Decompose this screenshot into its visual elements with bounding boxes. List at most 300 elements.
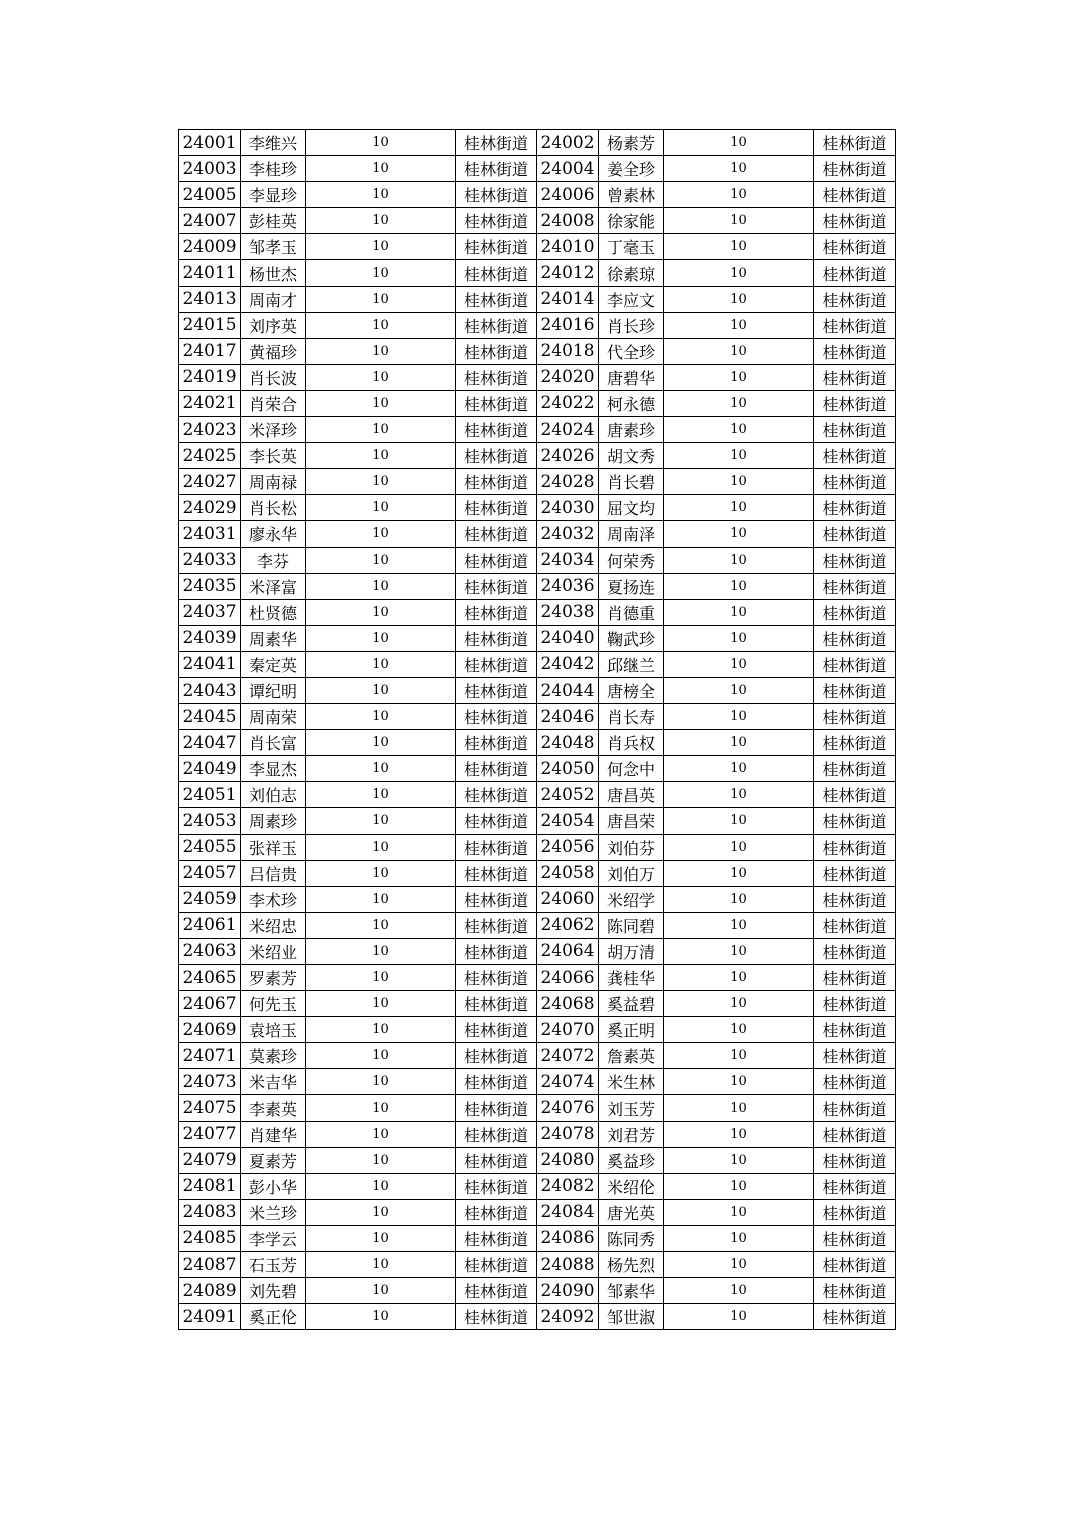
- amount-cell: 10: [664, 364, 814, 390]
- amount-cell: 10: [306, 938, 456, 964]
- amount-cell: 10: [306, 443, 456, 469]
- record-id-cell: 24083: [179, 1199, 241, 1225]
- person-name-cell: 奚正明: [599, 1017, 664, 1043]
- street-name-cell: 桂林街道: [814, 1043, 896, 1069]
- street-name-cell: 桂林街道: [814, 390, 896, 416]
- amount-cell: 10: [664, 573, 814, 599]
- street-name-cell: 桂林街道: [814, 443, 896, 469]
- amount-cell: 10: [664, 1043, 814, 1069]
- street-name-cell: 桂林街道: [814, 991, 896, 1017]
- street-name-cell: 桂林街道: [456, 443, 537, 469]
- table-row: [179, 208, 896, 234]
- record-id-cell: 24080: [537, 1147, 599, 1173]
- person-name-cell: 屈文均: [599, 495, 664, 521]
- table-row: [179, 547, 896, 573]
- amount-cell: 10: [664, 1095, 814, 1121]
- amount-cell: 10: [664, 495, 814, 521]
- person-name-cell: 刘先碧: [241, 1278, 306, 1304]
- amount-cell: 10: [306, 599, 456, 625]
- street-name-cell: 桂林街道: [814, 312, 896, 338]
- person-name-cell: 徐家能: [599, 208, 664, 234]
- street-name-cell: 桂林街道: [814, 417, 896, 443]
- person-name-cell: 李长英: [241, 443, 306, 469]
- record-id-cell: 24075: [179, 1095, 241, 1121]
- record-id-cell: 24041: [179, 651, 241, 677]
- record-id-cell: 24065: [179, 965, 241, 991]
- person-name-cell: 米泽富: [241, 573, 306, 599]
- person-name-cell: 彭桂英: [241, 208, 306, 234]
- table-row: [179, 130, 896, 156]
- amount-cell: 10: [306, 1199, 456, 1225]
- person-name-cell: 陈同秀: [599, 1225, 664, 1251]
- table-row: [179, 1278, 896, 1304]
- record-id-cell: 24023: [179, 417, 241, 443]
- record-id-cell: 24034: [537, 547, 599, 573]
- person-name-cell: 肖长珍: [599, 312, 664, 338]
- street-name-cell: 桂林街道: [814, 338, 896, 364]
- record-id-cell: 24087: [179, 1252, 241, 1278]
- person-name-cell: 李术珍: [241, 886, 306, 912]
- person-name-cell: 姜全珍: [599, 156, 664, 182]
- street-name-cell: 桂林街道: [814, 730, 896, 756]
- amount-cell: 10: [664, 912, 814, 938]
- street-name-cell: 桂林街道: [456, 547, 537, 573]
- person-name-cell: 邹世淑: [599, 1304, 664, 1330]
- person-name-cell: 肖德重: [599, 599, 664, 625]
- record-id-cell: 24074: [537, 1069, 599, 1095]
- person-name-cell: 杨素芳: [599, 130, 664, 156]
- person-name-cell: 曾素林: [599, 182, 664, 208]
- person-name-cell: 夏素芳: [241, 1147, 306, 1173]
- record-id-cell: 24062: [537, 912, 599, 938]
- person-name-cell: 邹素华: [599, 1278, 664, 1304]
- street-name-cell: 桂林街道: [456, 808, 537, 834]
- record-id-cell: 24053: [179, 808, 241, 834]
- amount-cell: 10: [306, 782, 456, 808]
- amount-cell: 10: [664, 182, 814, 208]
- amount-cell: 10: [664, 599, 814, 625]
- record-id-cell: 24014: [537, 286, 599, 312]
- person-name-cell: 袁培玉: [241, 1017, 306, 1043]
- amount-cell: 10: [306, 1147, 456, 1173]
- street-name-cell: 桂林街道: [456, 364, 537, 390]
- record-id-cell: 24009: [179, 234, 241, 260]
- person-name-cell: 黄福珍: [241, 338, 306, 364]
- person-name-cell: 秦定英: [241, 651, 306, 677]
- record-id-cell: 24066: [537, 965, 599, 991]
- street-name-cell: 桂林街道: [814, 756, 896, 782]
- street-name-cell: 桂林街道: [456, 834, 537, 860]
- table-row: [179, 704, 896, 730]
- record-id-cell: 24037: [179, 599, 241, 625]
- person-name-cell: 刘君芳: [599, 1121, 664, 1147]
- table-row: [179, 782, 896, 808]
- person-name-cell: 谭纪明: [241, 677, 306, 703]
- amount-cell: 10: [664, 704, 814, 730]
- street-name-cell: 桂林街道: [814, 912, 896, 938]
- table-row: [179, 860, 896, 886]
- person-name-cell: 米吉华: [241, 1069, 306, 1095]
- person-name-cell: 唐昌荣: [599, 808, 664, 834]
- amount-cell: 10: [306, 390, 456, 416]
- street-name-cell: 桂林街道: [814, 234, 896, 260]
- record-id-cell: 24043: [179, 677, 241, 703]
- amount-cell: 10: [306, 495, 456, 521]
- street-name-cell: 桂林街道: [814, 677, 896, 703]
- table-row: [179, 1121, 896, 1147]
- table-row: [179, 651, 896, 677]
- amount-cell: 10: [306, 130, 456, 156]
- street-name-cell: 桂林街道: [814, 625, 896, 651]
- amount-cell: 10: [306, 1225, 456, 1251]
- street-name-cell: 桂林街道: [814, 469, 896, 495]
- record-id-cell: 24070: [537, 1017, 599, 1043]
- amount-cell: 10: [306, 364, 456, 390]
- record-id-cell: 24033: [179, 547, 241, 573]
- record-id-cell: 24090: [537, 1278, 599, 1304]
- amount-cell: 10: [306, 469, 456, 495]
- street-name-cell: 桂林街道: [456, 521, 537, 547]
- record-id-cell: 24028: [537, 469, 599, 495]
- person-name-cell: 肖长碧: [599, 469, 664, 495]
- amount-cell: 10: [306, 1252, 456, 1278]
- street-name-cell: 桂林街道: [456, 1043, 537, 1069]
- amount-cell: 10: [306, 730, 456, 756]
- street-name-cell: 桂林街道: [456, 156, 537, 182]
- person-name-cell: 李芬: [241, 547, 306, 573]
- person-name-cell: 周素华: [241, 625, 306, 651]
- person-name-cell: 李显杰: [241, 756, 306, 782]
- person-name-cell: 胡万清: [599, 938, 664, 964]
- amount-cell: 10: [664, 156, 814, 182]
- street-name-cell: 桂林街道: [814, 547, 896, 573]
- person-name-cell: 邹孝玉: [241, 234, 306, 260]
- record-id-cell: 24071: [179, 1043, 241, 1069]
- record-id-cell: 24081: [179, 1173, 241, 1199]
- person-name-cell: 奚益珍: [599, 1147, 664, 1173]
- table-row: [179, 182, 896, 208]
- street-name-cell: 桂林街道: [814, 573, 896, 599]
- table-row: [179, 1095, 896, 1121]
- table-row: [179, 756, 896, 782]
- record-id-cell: 24084: [537, 1199, 599, 1225]
- person-name-cell: 唐昌英: [599, 782, 664, 808]
- person-name-cell: 唐素珍: [599, 417, 664, 443]
- street-name-cell: 桂林街道: [456, 599, 537, 625]
- record-id-cell: 24051: [179, 782, 241, 808]
- street-name-cell: 桂林街道: [456, 469, 537, 495]
- amount-cell: 10: [306, 965, 456, 991]
- record-id-cell: 24055: [179, 834, 241, 860]
- amount-cell: 10: [306, 417, 456, 443]
- record-id-cell: 24027: [179, 469, 241, 495]
- amount-cell: 10: [306, 834, 456, 860]
- record-id-cell: 24086: [537, 1225, 599, 1251]
- street-name-cell: 桂林街道: [456, 130, 537, 156]
- amount-cell: 10: [664, 208, 814, 234]
- amount-cell: 10: [664, 286, 814, 312]
- record-id-cell: 24011: [179, 260, 241, 286]
- street-name-cell: 桂林街道: [456, 208, 537, 234]
- person-name-cell: 肖长波: [241, 364, 306, 390]
- amount-cell: 10: [664, 1199, 814, 1225]
- record-id-cell: 24057: [179, 860, 241, 886]
- street-name-cell: 桂林街道: [814, 1278, 896, 1304]
- record-id-cell: 24079: [179, 1147, 241, 1173]
- amount-cell: 10: [306, 991, 456, 1017]
- amount-cell: 10: [664, 417, 814, 443]
- street-name-cell: 桂林街道: [456, 338, 537, 364]
- street-name-cell: 桂林街道: [456, 991, 537, 1017]
- amount-cell: 10: [664, 625, 814, 651]
- table-row: [179, 312, 896, 338]
- record-id-cell: 24002: [537, 130, 599, 156]
- amount-cell: 10: [664, 1225, 814, 1251]
- person-name-cell: 刘伯万: [599, 860, 664, 886]
- street-name-cell: 桂林街道: [814, 1095, 896, 1121]
- street-name-cell: 桂林街道: [814, 704, 896, 730]
- amount-cell: 10: [306, 651, 456, 677]
- person-name-cell: 李应文: [599, 286, 664, 312]
- street-name-cell: 桂林街道: [814, 782, 896, 808]
- record-id-cell: 24038: [537, 599, 599, 625]
- amount-cell: 10: [664, 1173, 814, 1199]
- person-name-cell: 陈同碧: [599, 912, 664, 938]
- table-row: [179, 260, 896, 286]
- record-id-cell: 24040: [537, 625, 599, 651]
- record-id-cell: 24046: [537, 704, 599, 730]
- street-name-cell: 桂林街道: [814, 1252, 896, 1278]
- table-row: [179, 1304, 896, 1330]
- record-id-cell: 24029: [179, 495, 241, 521]
- record-id-cell: 24072: [537, 1043, 599, 1069]
- table-row: [179, 417, 896, 443]
- street-name-cell: 桂林街道: [814, 886, 896, 912]
- street-name-cell: 桂林街道: [814, 651, 896, 677]
- table-row: [179, 1147, 896, 1173]
- amount-cell: 10: [664, 1278, 814, 1304]
- amount-cell: 10: [306, 286, 456, 312]
- person-name-cell: 唐榜全: [599, 677, 664, 703]
- street-name-cell: 桂林街道: [814, 260, 896, 286]
- street-name-cell: 桂林街道: [456, 704, 537, 730]
- record-id-cell: 24026: [537, 443, 599, 469]
- street-name-cell: 桂林街道: [814, 364, 896, 390]
- street-name-cell: 桂林街道: [814, 130, 896, 156]
- street-name-cell: 桂林街道: [456, 1225, 537, 1251]
- record-id-cell: 24091: [179, 1304, 241, 1330]
- person-name-cell: 何荣秀: [599, 547, 664, 573]
- amount-cell: 10: [306, 860, 456, 886]
- record-id-cell: 24049: [179, 756, 241, 782]
- record-id-cell: 24089: [179, 1278, 241, 1304]
- record-id-cell: 24021: [179, 390, 241, 416]
- table-row: [179, 599, 896, 625]
- amount-cell: 10: [306, 182, 456, 208]
- person-name-cell: 唐碧华: [599, 364, 664, 390]
- street-name-cell: 桂林街道: [456, 1252, 537, 1278]
- roster-table: [178, 129, 896, 1330]
- record-id-cell: 24063: [179, 938, 241, 964]
- person-name-cell: 肖荣合: [241, 390, 306, 416]
- person-name-cell: 奚益碧: [599, 991, 664, 1017]
- record-id-cell: 24069: [179, 1017, 241, 1043]
- roster-body: [179, 130, 896, 1330]
- amount-cell: 10: [664, 469, 814, 495]
- table-row: [179, 834, 896, 860]
- street-name-cell: 桂林街道: [456, 860, 537, 886]
- street-name-cell: 桂林街道: [456, 495, 537, 521]
- amount-cell: 10: [306, 1043, 456, 1069]
- amount-cell: 10: [664, 1304, 814, 1330]
- person-name-cell: 莫素珍: [241, 1043, 306, 1069]
- table-row: [179, 808, 896, 834]
- record-id-cell: 24060: [537, 886, 599, 912]
- person-name-cell: 周南禄: [241, 469, 306, 495]
- street-name-cell: 桂林街道: [456, 912, 537, 938]
- street-name-cell: 桂林街道: [814, 521, 896, 547]
- record-id-cell: 24018: [537, 338, 599, 364]
- table-row: [179, 965, 896, 991]
- person-name-cell: 李素英: [241, 1095, 306, 1121]
- record-id-cell: 24092: [537, 1304, 599, 1330]
- street-name-cell: 桂林街道: [814, 208, 896, 234]
- amount-cell: 10: [306, 338, 456, 364]
- amount-cell: 10: [306, 234, 456, 260]
- street-name-cell: 桂林街道: [814, 599, 896, 625]
- record-id-cell: 24042: [537, 651, 599, 677]
- table-row: [179, 991, 896, 1017]
- record-id-cell: 24067: [179, 991, 241, 1017]
- amount-cell: 10: [664, 808, 814, 834]
- record-id-cell: 24016: [537, 312, 599, 338]
- record-id-cell: 24085: [179, 1225, 241, 1251]
- table-row: [179, 234, 896, 260]
- street-name-cell: 桂林街道: [814, 1304, 896, 1330]
- table-row: [179, 1017, 896, 1043]
- street-name-cell: 桂林街道: [456, 286, 537, 312]
- person-name-cell: 唐光英: [599, 1199, 664, 1225]
- amount-cell: 10: [306, 547, 456, 573]
- street-name-cell: 桂林街道: [456, 756, 537, 782]
- table-row: [179, 1173, 896, 1199]
- street-name-cell: 桂林街道: [456, 1199, 537, 1225]
- amount-cell: 10: [306, 156, 456, 182]
- table-row: [179, 521, 896, 547]
- record-id-cell: 24088: [537, 1252, 599, 1278]
- record-id-cell: 24077: [179, 1121, 241, 1147]
- amount-cell: 10: [306, 1173, 456, 1199]
- amount-cell: 10: [664, 991, 814, 1017]
- record-id-cell: 24015: [179, 312, 241, 338]
- table-row: [179, 1199, 896, 1225]
- street-name-cell: 桂林街道: [814, 1069, 896, 1095]
- person-name-cell: 米绍学: [599, 886, 664, 912]
- person-name-cell: 周南荣: [241, 704, 306, 730]
- amount-cell: 10: [664, 677, 814, 703]
- record-id-cell: 24020: [537, 364, 599, 390]
- record-id-cell: 24031: [179, 521, 241, 547]
- person-name-cell: 米绍忠: [241, 912, 306, 938]
- table-row: [179, 886, 896, 912]
- person-name-cell: 周南泽: [599, 521, 664, 547]
- amount-cell: 10: [664, 547, 814, 573]
- amount-cell: 10: [306, 1017, 456, 1043]
- amount-cell: 10: [664, 1252, 814, 1278]
- record-id-cell: 24032: [537, 521, 599, 547]
- record-id-cell: 24004: [537, 156, 599, 182]
- record-id-cell: 24013: [179, 286, 241, 312]
- street-name-cell: 桂林街道: [456, 390, 537, 416]
- street-name-cell: 桂林街道: [456, 651, 537, 677]
- person-name-cell: 米绍业: [241, 938, 306, 964]
- street-name-cell: 桂林街道: [814, 1225, 896, 1251]
- person-name-cell: 何先玉: [241, 991, 306, 1017]
- record-id-cell: 24052: [537, 782, 599, 808]
- amount-cell: 10: [664, 1069, 814, 1095]
- person-name-cell: 杜贤德: [241, 599, 306, 625]
- amount-cell: 10: [664, 338, 814, 364]
- table-row: [179, 286, 896, 312]
- record-id-cell: 24035: [179, 573, 241, 599]
- person-name-cell: 周南才: [241, 286, 306, 312]
- person-name-cell: 徐素琼: [599, 260, 664, 286]
- amount-cell: 10: [664, 260, 814, 286]
- amount-cell: 10: [306, 886, 456, 912]
- record-id-cell: 24059: [179, 886, 241, 912]
- amount-cell: 10: [664, 1121, 814, 1147]
- street-name-cell: 桂林街道: [814, 834, 896, 860]
- table-row: [179, 469, 896, 495]
- person-name-cell: 肖兵权: [599, 730, 664, 756]
- table-row: [179, 912, 896, 938]
- record-id-cell: 24008: [537, 208, 599, 234]
- amount-cell: 10: [306, 912, 456, 938]
- street-name-cell: 桂林街道: [456, 1304, 537, 1330]
- amount-cell: 10: [306, 808, 456, 834]
- record-id-cell: 24024: [537, 417, 599, 443]
- record-id-cell: 24068: [537, 991, 599, 1017]
- person-name-cell: 米生林: [599, 1069, 664, 1095]
- street-name-cell: 桂林街道: [814, 1173, 896, 1199]
- person-name-cell: 周素珍: [241, 808, 306, 834]
- street-name-cell: 桂林街道: [456, 1121, 537, 1147]
- street-name-cell: 桂林街道: [456, 312, 537, 338]
- table-row: [179, 364, 896, 390]
- amount-cell: 10: [306, 756, 456, 782]
- street-name-cell: 桂林街道: [456, 260, 537, 286]
- person-name-cell: 夏扬连: [599, 573, 664, 599]
- street-name-cell: 桂林街道: [456, 1069, 537, 1095]
- person-name-cell: 邱继兰: [599, 651, 664, 677]
- street-name-cell: 桂林街道: [814, 965, 896, 991]
- record-id-cell: 24058: [537, 860, 599, 886]
- record-id-cell: 24025: [179, 443, 241, 469]
- amount-cell: 10: [306, 208, 456, 234]
- street-name-cell: 桂林街道: [456, 1147, 537, 1173]
- person-name-cell: 肖长寿: [599, 704, 664, 730]
- person-name-cell: 刘序英: [241, 312, 306, 338]
- street-name-cell: 桂林街道: [456, 1095, 537, 1121]
- person-name-cell: 杨世杰: [241, 260, 306, 286]
- person-name-cell: 米泽珍: [241, 417, 306, 443]
- record-id-cell: 24056: [537, 834, 599, 860]
- person-name-cell: 肖长松: [241, 495, 306, 521]
- street-name-cell: 桂林街道: [814, 938, 896, 964]
- table-row: [179, 1043, 896, 1069]
- record-id-cell: 24048: [537, 730, 599, 756]
- amount-cell: 10: [664, 730, 814, 756]
